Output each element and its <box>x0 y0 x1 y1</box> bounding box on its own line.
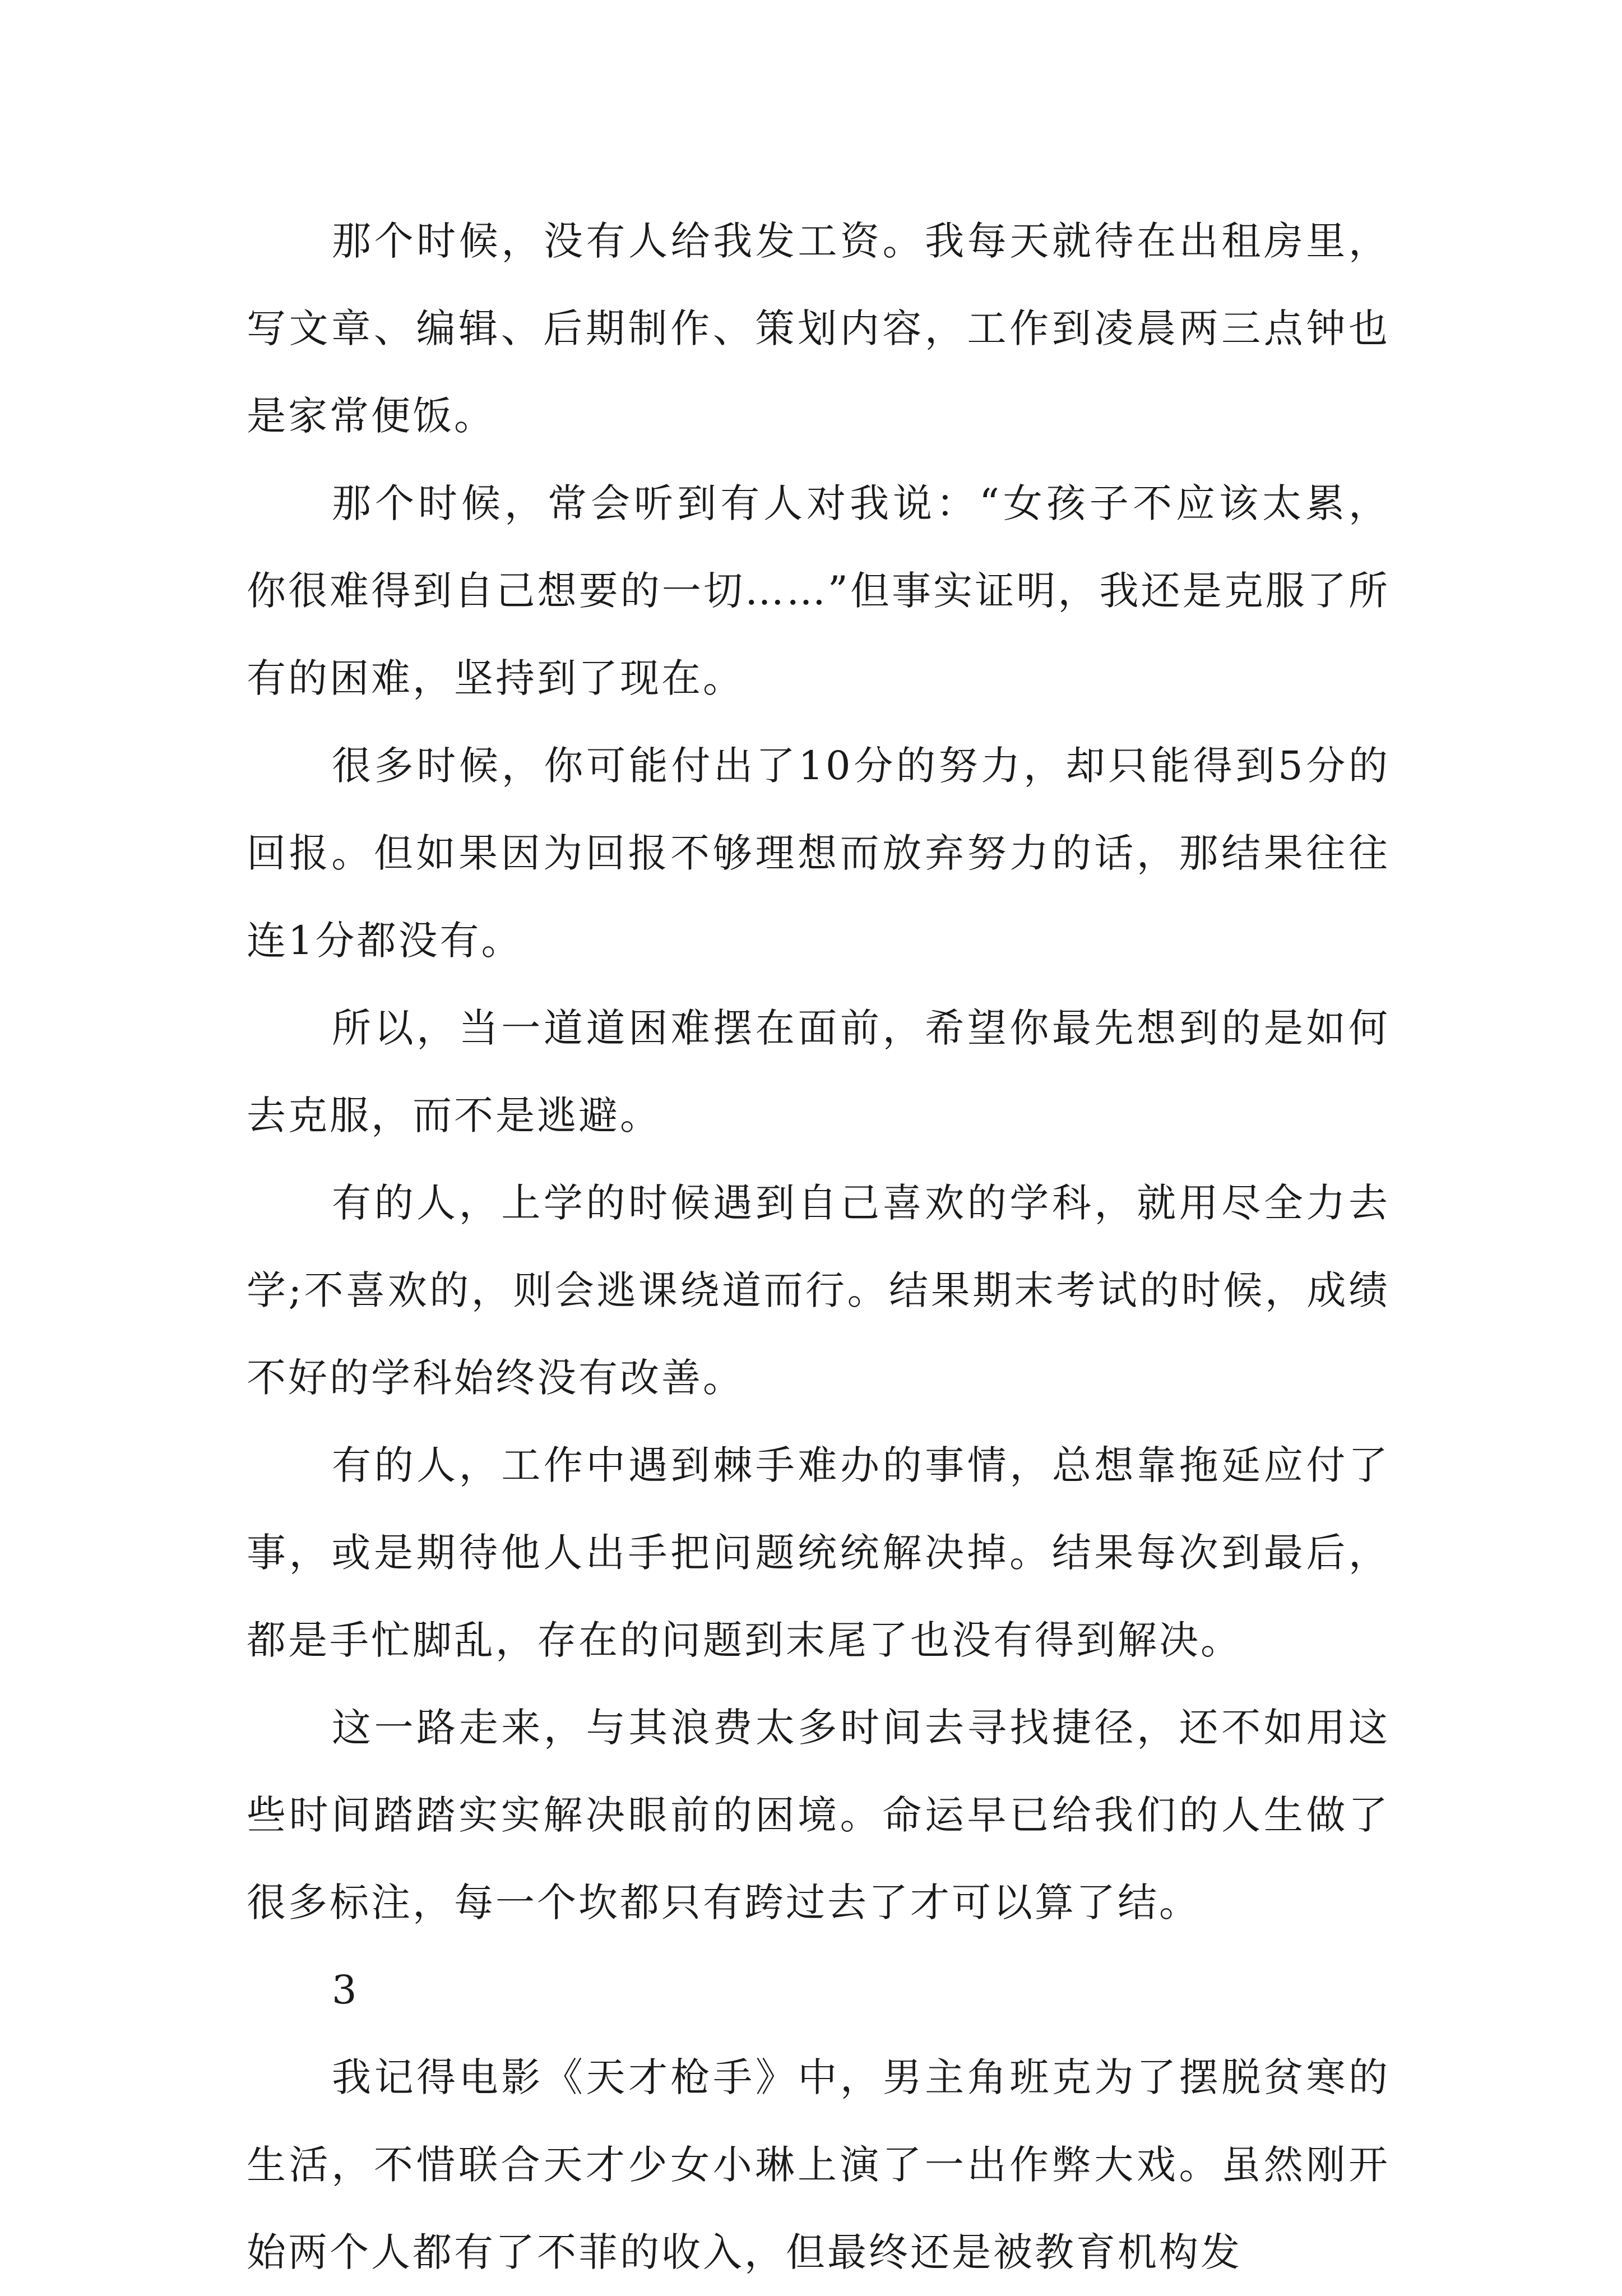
paragraph-1: 那个时候，没有人给我发工资。我每天就待在出租房里，写文章、编辑、后期制作、策划内容，工作到凌晨两三点钟也是家常便饭。 <box>247 218 1390 439</box>
paragraph-3: 很多时候，你可能付出了10分的努力，却只能得到5分的回报。但如果因为回报不够理想而放弃努力的话，那结果往往连1分都没有。 <box>247 743 1390 964</box>
paragraph-2: 那个时候，常会听到有人对我说：“女孩子不应该太累，你很难得到自己想要的一切……”但事实证明，我还是克服了所有的困难，坚持到了现在。 <box>247 480 1390 701</box>
paragraph-5: 有的人，上学的时候遇到自己喜欢的学科，就用尽全力去学;不喜欢的，则会逃课绕道而行。结果期末考试的时候，成绩不好的学科始终没有改善。 <box>247 1180 1390 1401</box>
paragraph-6: 有的人，工作中遇到棘手难办的事情，总想靠拖延应付了事，或是期待他人出手把问题统统解决掉。结果每次到最后，都是手忙脚乱，存在的问题到末尾了也没有得到解决。 <box>247 1442 1390 1663</box>
section-number: 3 <box>332 1967 359 2013</box>
paragraph-7: 这一路走来，与其浪费太多时间去寻找捷径，还不如用这些时间踏踏实实解决眼前的困境。命运早已给我们的人生做了很多标注，每一个坎都只有跨过去了才可以算了结。 <box>247 1705 1390 1925</box>
document-body <box>247 197 1390 2296</box>
paragraph-4: 所以，当一道道困难摆在面前，希望你最先想到的是如何去克服，而不是逃避。 <box>247 1005 1390 1138</box>
paragraph-8: 我记得电影《天才枪手》中，男主角班克为了摆脱贫寒的生活，不惜联合天才少女小琳上演了一出作弊大戏。虽然刚开始两个人都有了不菲的收入，但最终还是被教育机构发 <box>247 2054 1390 2275</box>
